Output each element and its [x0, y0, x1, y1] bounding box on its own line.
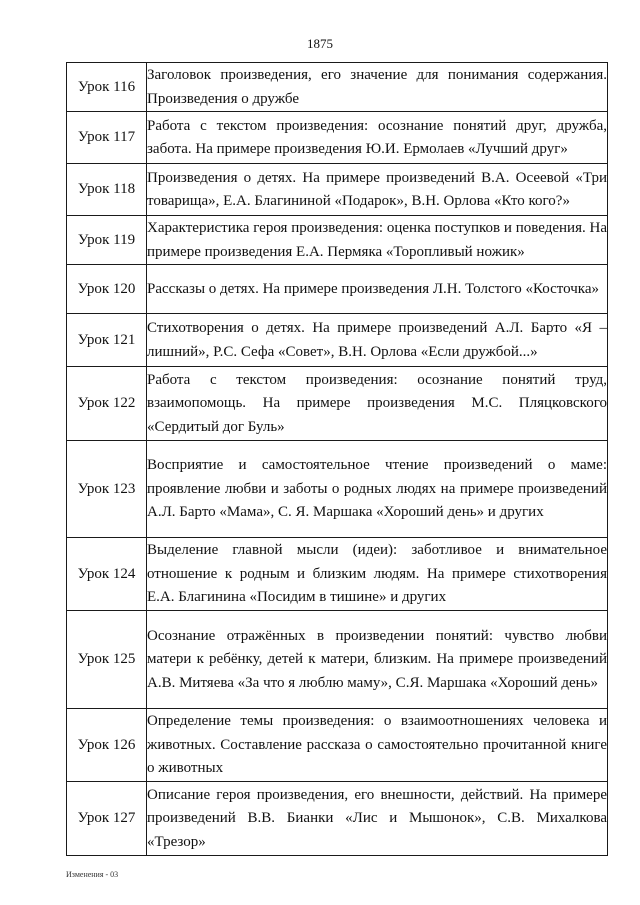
table-row	[67, 63, 608, 112]
lesson-topic-text: Восприятие и самостоятельное чтение произведений о маме: проявление любви и заботы о родных людях на примере произведений А.Л. Барто «Мама», С. Я. Маршака «Хороший день» и других	[147, 457, 607, 521]
lesson-topic-cell	[147, 441, 608, 538]
table-row	[67, 441, 608, 538]
table-row	[67, 265, 608, 314]
table-row	[67, 709, 608, 782]
table-row	[67, 782, 608, 856]
lesson-number-cell: Урок 120	[67, 265, 147, 314]
lesson-topic-cell	[147, 164, 608, 216]
table-row	[67, 164, 608, 216]
table-row	[67, 367, 608, 441]
lesson-topic-cell	[147, 782, 608, 856]
lesson-number-cell: Урок 127	[67, 782, 147, 856]
lesson-topic-text: Определение темы произведения: о взаимоотношениях человека и животных. Составление рассказа о самостоятельно прочитанной книге о животных	[147, 713, 607, 777]
revision-note: Изменения - 03	[66, 870, 119, 879]
lesson-topic-text: Произведения о детях. На примере произведений В.А. Осеевой «Три товарища», Е.А. Благининой «Подарок», В.Н. Орлова «Кто кого?»	[147, 169, 607, 209]
lesson-number-cell: Урок 123	[67, 441, 147, 538]
lesson-topic-cell	[147, 63, 608, 112]
table-row	[67, 112, 608, 164]
lesson-number-cell: Урок 125	[67, 611, 147, 709]
lesson-topic-cell	[147, 314, 608, 367]
lesson-topic-text: Характеристика героя произведения: оценка поступков и поведения. На примере произведения Е.А. Пермяка «Торопливый ножик»	[147, 220, 607, 260]
table-row	[67, 611, 608, 709]
lesson-topic-text: Осознание отражённых в произведении понятий: чувство любви матери к ребёнку, детей к матери, близким. На примере произведений А.В. Митяева «За что я люблю маму», С.Я. Маршака «Хороший день»	[147, 627, 607, 691]
lesson-topic-text: Стихотворения о детях. На примере произведений А.Л. Барто «Я – лишний», Р.С. Сефа «Совет», В.Н. Орлова «Если дружбой...»	[147, 320, 607, 360]
lesson-number-cell: Урок 117	[67, 112, 147, 164]
lesson-number-cell: Урок 121	[67, 314, 147, 367]
lesson-topic-text: Работа с текстом произведения: осознание понятий друг, дружба, забота. На примере произведения Ю.И. Ермолаев «Лучший друг»	[147, 117, 607, 157]
lesson-topic-cell	[147, 538, 608, 611]
page-number: 1875	[307, 36, 333, 51]
table-row	[67, 314, 608, 367]
lesson-topic-cell	[147, 367, 608, 441]
lesson-topic-text: Рассказы о детях. На примере произведения Л.Н. Толстого «Косточка»	[147, 280, 600, 297]
lesson-topic-cell	[147, 216, 608, 265]
lesson-topic-text: Описание героя произведения, его внешности, действий. На примере произведений В.В. Бианки «Лис и Мышонок», С.В. Михалкова «Трезор»	[147, 786, 607, 850]
lesson-topic-cell	[147, 611, 608, 709]
lesson-number-cell: Урок 119	[67, 216, 147, 265]
lesson-topic-cell	[147, 709, 608, 782]
table-row	[67, 216, 608, 265]
lesson-number-cell: Урок 124	[67, 538, 147, 611]
lesson-topic-text: Выделение главной мысли (идеи): заботливое и внимательное отношение к родным и близким людям. На примере стихотворения Е.А. Благинина «Посидим в тишине» и других	[147, 542, 607, 606]
lesson-number-cell: Урок 118	[67, 164, 147, 216]
lesson-topic-cell	[147, 265, 608, 314]
lesson-number-cell: Урок 116	[67, 63, 147, 112]
lesson-number-cell: Урок 122	[67, 367, 147, 441]
lesson-number-cell: Урок 126	[67, 709, 147, 782]
lesson-topic-text: Заголовок произведения, его значение для понимания содержания. Произведения о дружбе	[147, 67, 607, 107]
lesson-topic-text: Работа с текстом произведения: осознание понятий труд, взаимопомощь. На примере произведения М.С. Пляцковского «Сердитый дог Буль»	[147, 371, 607, 435]
lesson-topic-cell	[147, 112, 608, 164]
table-row	[67, 538, 608, 611]
lessons-table	[66, 62, 608, 856]
